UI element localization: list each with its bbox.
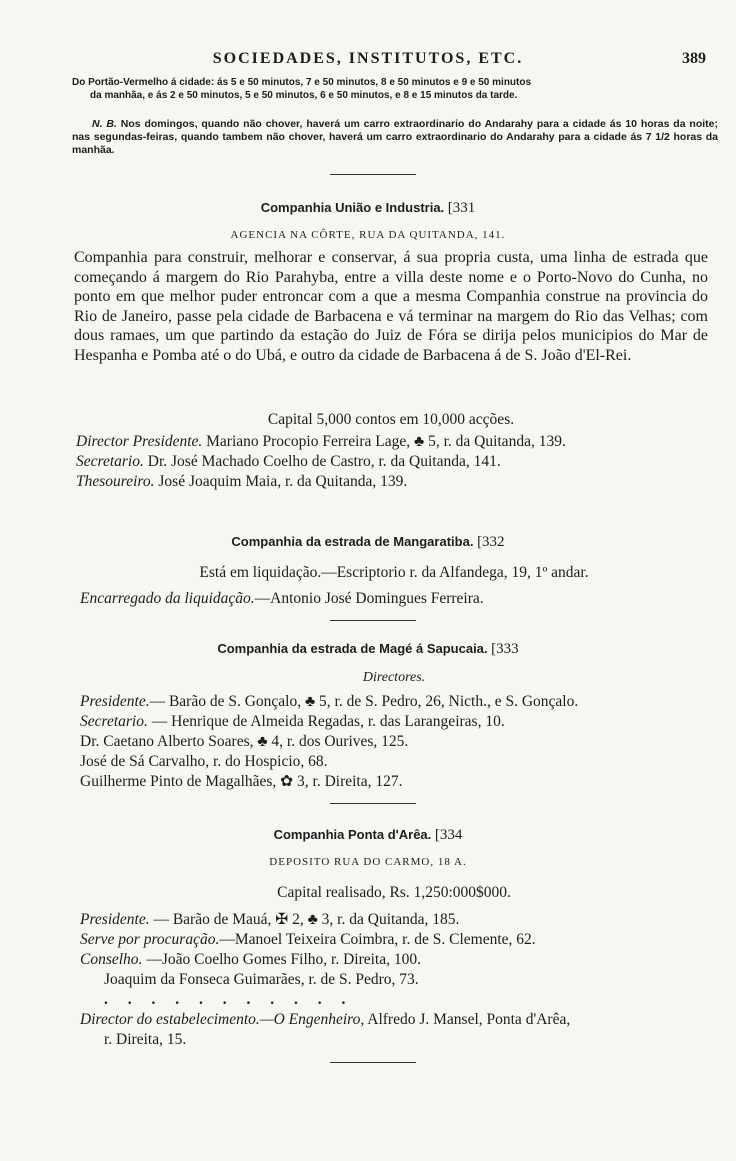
ponta-title-text: Companhia Ponta d'Arêa. bbox=[273, 827, 432, 842]
intro-note bbox=[72, 118, 718, 157]
mage-officers bbox=[80, 692, 720, 792]
person-text: — Barão de S. Gonçalo, ♣ 5, r. de S. Pedro, 26, Nicth., e S. Gonçalo. bbox=[149, 693, 579, 710]
role-label: Encarregado da liquidação. bbox=[80, 590, 255, 607]
person-text: —Manoel Teixeira Coimbra, r. de S. Clemente, 62. bbox=[219, 931, 536, 948]
person-text: Alfredo J. Mansel, Ponta d'Arêa, bbox=[364, 1011, 571, 1028]
mage-member bbox=[80, 752, 720, 772]
person-text: José de Sá Carvalho, r. do Hospicio, 68. bbox=[80, 753, 328, 770]
role-label: Conselho. bbox=[80, 951, 143, 968]
ellipsis-dots: . . . . . . . . . . . bbox=[104, 991, 354, 1008]
uniao-secretary bbox=[76, 452, 716, 472]
ponta-number: [334 bbox=[434, 827, 463, 843]
role-label: Presidente. bbox=[80, 911, 150, 928]
role-label: Presidente. bbox=[80, 693, 150, 710]
divider bbox=[330, 1062, 416, 1063]
person-text: Mariano Procopio Ferreira Lage, ♣ 5, r. da Quitanda, 139. bbox=[202, 433, 566, 450]
ponta-director-address: r. Direita, 15. bbox=[104, 1031, 187, 1048]
mage-member bbox=[80, 772, 720, 792]
divider bbox=[330, 803, 416, 804]
divider bbox=[330, 620, 416, 621]
engineer-label: —O Engenheiro, bbox=[259, 1011, 365, 1028]
uniao-number: [331 bbox=[447, 200, 476, 216]
mage-title-text: Companhia da estrada de Magé á Sapucaia. bbox=[217, 641, 488, 656]
person-text: Dr. José Machado Coelho de Castro, r. da Quitanda, 141. bbox=[143, 453, 501, 470]
role-label: Secretario. bbox=[76, 453, 144, 470]
uniao-capital: Capital 5,000 contos em 10,000 acções. bbox=[267, 411, 515, 428]
ponta-director bbox=[80, 1010, 720, 1030]
mage-member bbox=[80, 732, 720, 752]
person-text: Dr. Caetano Alberto Soares, ♣ 4, r. dos Ourives, 125. bbox=[80, 733, 409, 750]
mangaratiba-title-text: Companhia da estrada de Mangaratiba. bbox=[231, 534, 474, 549]
uniao-description: Companhia para construir, melhorar e conservar, á sua propria custa, uma linha de estrada que começando á margem do Rio Parahyba, entre a villa deste nome e o Porto-Novo do Cunha, no ponto em que melhor puder entroncar com a que a mesma Companhia construe na provincia do Rio de Janeiro, passe pela cidade de Barbacena e vá terminar na margem do Rio das Velhas; com dous ramaes, um que partindo da estação do Juiz de Fóra se dirija pelos municipios do Mar de Hespanha e Pomba até o do Ubá, e outro da cidade de Barbacena á de S. João d'El-Rei. bbox=[74, 249, 708, 364]
intro-line-1: Do Portão-Vermelho á cidade: ás 5 e 50 minutos, 7 e 50 minutos, 8 e 50 minutos e 9 e 50 minutos bbox=[72, 77, 532, 88]
person-text: — Barão de Mauá, ✠ 2, ♣ 3, r. da Quitanda, 185. bbox=[149, 911, 460, 928]
mangaratiba-status: Está em liquidação.—Escriptorio r. da Alfandega, 19, 1º andar. bbox=[199, 564, 589, 581]
ponta-council bbox=[80, 950, 720, 970]
mangaratiba-liquidator bbox=[80, 589, 720, 609]
ponta-officers bbox=[80, 910, 720, 1050]
role-label: Secretario. bbox=[80, 713, 148, 730]
role-label: Director do estabelecimento. bbox=[80, 1011, 260, 1028]
page-number: 389 bbox=[682, 50, 706, 67]
ponta-proxy bbox=[80, 930, 720, 950]
ponta-capital: Capital realisado, Rs. 1,250:000$000. bbox=[277, 884, 511, 901]
person-text: José Joaquim Maia, r. da Quitanda, 139. bbox=[154, 473, 408, 490]
intro-line-2: da manhãa, e ás 2 e 50 minutos, 5 e 50 minutos, 6 e 50 minutos, e 8 e 15 minutos da tarde. bbox=[90, 90, 518, 101]
uniao-director bbox=[76, 432, 716, 452]
ponta-president bbox=[80, 910, 720, 930]
divider bbox=[330, 174, 416, 175]
mage-directors-heading: Directores. bbox=[362, 670, 426, 685]
mage-president bbox=[80, 692, 720, 712]
role-label: Director Presidente. bbox=[76, 433, 203, 450]
uniao-subtitle: AGENCIA NA CÔRTE, RUA DA QUITANDA, 141. bbox=[230, 229, 506, 241]
role-label: Serve por procuração. bbox=[80, 931, 220, 948]
intro-timetable bbox=[72, 76, 718, 102]
mangaratiba-number: [332 bbox=[477, 534, 505, 550]
mage-number: [333 bbox=[491, 641, 519, 657]
ponta-council-member: Joaquim da Fonseca Guimarães, r. de S. Pedro, 73. bbox=[104, 971, 419, 988]
uniao-title-text: Companhia União e Industria. bbox=[260, 200, 445, 215]
running-title: SOCIEDADES, INSTITUTOS, ETC. bbox=[212, 50, 524, 67]
person-text: —Antonio José Domingues Ferreira. bbox=[254, 590, 484, 607]
uniao-treasurer bbox=[76, 472, 716, 492]
role-label: Thesoureiro. bbox=[76, 473, 155, 490]
ponta-title bbox=[0, 827, 736, 844]
person-text: —João Coelho Gomes Filho, r. Direita, 100. bbox=[142, 951, 421, 968]
person-text: — Henrique de Almeida Regadas, r. das Larangeiras, 10. bbox=[147, 713, 505, 730]
ponta-subtitle: DEPOSITO RUA DO CARMO, 18 A. bbox=[269, 856, 467, 868]
page-header bbox=[0, 46, 736, 74]
uniao-officers bbox=[76, 432, 716, 492]
mangaratiba-title bbox=[0, 534, 736, 551]
mage-secretary bbox=[80, 712, 720, 732]
uniao-title bbox=[0, 200, 736, 217]
person-text: Guilherme Pinto de Magalhães, ✿ 3, r. Direita, 127. bbox=[80, 773, 403, 790]
nb-text: Nos domingos, quando não chover, haverá um carro extraordinario do Andarahy para a cidade ás 10 horas da noite; nas segundas-feiras, quando tambem não chover, haverá um carro extraordinario do Andarahy para a cidade ás 7 1/2 horas da manhãa. bbox=[72, 118, 719, 156]
mage-title bbox=[0, 641, 736, 658]
nb-label: N. B. bbox=[92, 118, 117, 130]
